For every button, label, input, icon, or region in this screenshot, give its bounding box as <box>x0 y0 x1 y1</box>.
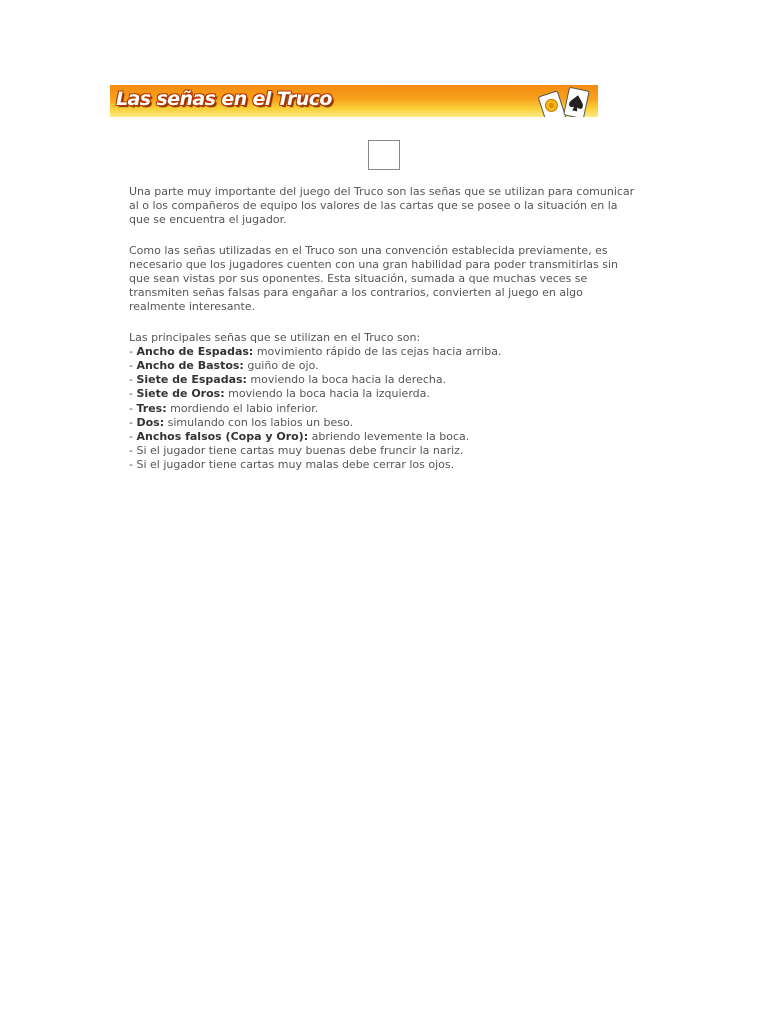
list-bullet: - <box>129 415 137 429</box>
list-bullet: - <box>129 373 137 387</box>
list-item-desc: guiño de ojo. <box>243 359 319 373</box>
banner-title: Las señas en el Truco <box>116 88 332 110</box>
list-item-desc: Si el jugador tiene cartas muy buenas debe fruncir la nariz. <box>136 444 464 458</box>
broken-image-placeholder <box>368 140 400 170</box>
list-item-desc: simulando con los labios un beso. <box>164 415 354 429</box>
list-item <box>129 430 639 444</box>
list-item-term: Siete de Espadas: <box>136 373 247 387</box>
list-item <box>129 387 639 401</box>
list-item-desc: moviendo la boca hacia la izquierda. <box>224 387 430 401</box>
paragraph-convention: Como las señas utilizadas en el Truco son una convención establecida previamente, es necesario que los jugadores cuenten con una gran habilidad para poder transmitirlas sin que sean vistas por sus oponentes. Esta situación, sumada a que muchas veces se transmiten señas falsas para engañar a los contrarios, convierten al juego en algo realmente interesante. <box>129 243 619 314</box>
list-item <box>129 444 639 458</box>
list-bullet: - <box>129 430 137 444</box>
list-item-term: Ancho de Bastos: <box>136 359 244 373</box>
list-bullet: - <box>129 401 137 415</box>
list-bullet: - <box>129 444 137 458</box>
list-bullet: - <box>129 359 137 373</box>
list-item-desc: abriendo levemente la boca. <box>308 430 470 444</box>
list-item-term: Ancho de Espadas: <box>136 344 254 358</box>
list-bullet: - <box>129 387 137 401</box>
list-item-desc: mordiendo el labio inferior. <box>166 401 319 415</box>
list-item-desc: Si el jugador tiene cartas muy malas debe cerrar los ojos. <box>136 458 455 472</box>
list-item <box>129 373 639 387</box>
header-banner <box>110 85 598 117</box>
signs-list-intro: Las principales señas que se utilizan en el Truco son: <box>129 330 421 344</box>
list-bullet: - <box>129 344 137 358</box>
paragraph-intro: Una parte muy importante del juego del Truco son las señas que se utilizan para comunicar al o los compañeros de equipo los valores de las cartas que se posee o la situación en la que se encuentra el jugador. <box>129 185 635 227</box>
list-item-desc: moviendo la boca hacia la derecha. <box>246 373 447 387</box>
article-body <box>129 185 639 473</box>
list-bullet: - <box>129 458 137 472</box>
list-item <box>129 402 639 416</box>
list-item-term: Dos: <box>136 415 165 429</box>
list-item <box>129 345 639 359</box>
list-item-desc: movimiento rápido de las cejas hacia arriba. <box>253 344 502 358</box>
list-item-term: Tres: <box>136 401 167 415</box>
signs-list <box>129 345 639 473</box>
list-item <box>129 416 639 430</box>
list-item-term: Siete de Oros: <box>136 387 225 401</box>
playing-cards-icon <box>528 85 598 117</box>
list-item-term: Anchos falsos (Copa y Oro): <box>136 430 309 444</box>
list-item <box>129 359 639 373</box>
list-item <box>129 458 639 472</box>
